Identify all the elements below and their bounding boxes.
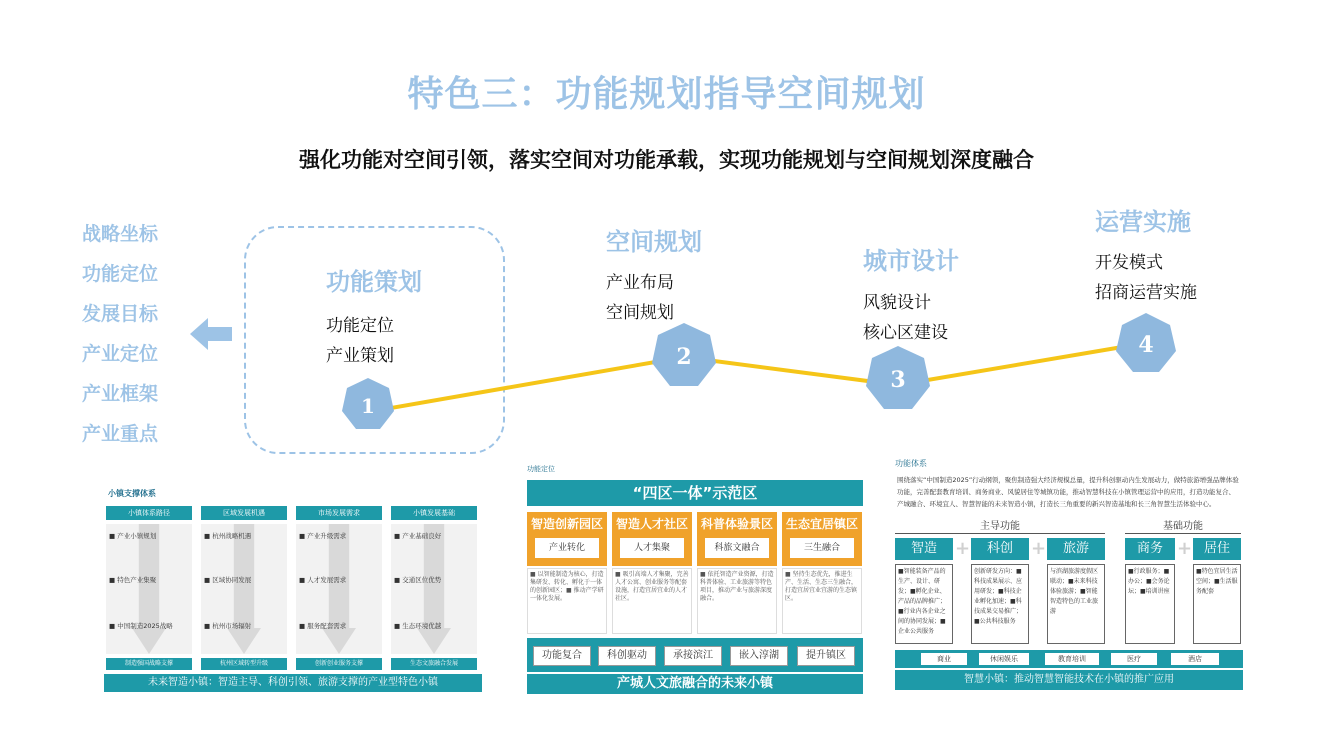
stage-1-item: 产业策划 — [326, 346, 394, 366]
panel-bottom-banner: 智慧小镇：推动智慧智能技术在小镇的推广应用 — [895, 670, 1243, 690]
column-item: ■ 杭州市场辐射 — [204, 622, 252, 630]
column-item: ■ 产业小镇规划 — [109, 532, 157, 540]
service-tag: 酒店 — [1171, 653, 1219, 665]
function-detail: 创新研发方向：■科技成果展示、应用研发；■科技企业孵化加速；■科技成果交易推广；■公共科技服务 — [971, 564, 1029, 644]
function-detail: ■行政服务；■办公；■会务论坛；■培训讲座 — [1125, 564, 1175, 644]
list-item: 功能定位 — [82, 263, 159, 285]
list-item: 产业重点 — [82, 423, 159, 445]
column-footer: 制造强国战略支撑 — [106, 658, 192, 670]
zone-description: ■ 吸引高端人才集聚，完善人才公寓、创业服务等配套设施，打造宜居宜业的人才社区。 — [612, 568, 692, 634]
stage-4-heading: 运营实施 — [1095, 208, 1191, 236]
support-column — [391, 524, 477, 654]
function-label: 智造 — [895, 538, 953, 560]
column-item: ■ 交通区位优势 — [394, 576, 442, 584]
support-column — [201, 524, 287, 654]
zone-card-tag: 产业转化 — [535, 538, 599, 558]
page-subtitle: 强化功能对空间引领，落实空间对功能承载，实现功能规划与空间规划深度融合 — [299, 148, 1034, 172]
down-arrow-shape — [417, 524, 451, 654]
column-footer: 杭州区域转型升级 — [201, 658, 287, 670]
zone-card-title: 科普体验景区 — [700, 517, 773, 531]
service-tag: 教育培训 — [1045, 653, 1099, 665]
panel-title: 功能定位 — [527, 465, 555, 473]
column-header: 区域发展机遇 — [201, 506, 287, 520]
strategy-tag: 提升镇区 — [797, 646, 855, 666]
column-footer: 创新创业服务支撑 — [296, 658, 382, 670]
zone-description: ■ 以智能制造为核心，打造集研发、转化、孵化于一体的创新园区；■ 推动产学研一体化发展。 — [527, 568, 607, 634]
column-item: ■ 生态环境优越 — [394, 622, 442, 630]
function-detail: ■特色宜居生活空间；■生活服务配套 — [1193, 564, 1241, 644]
zone-description: ■ 坚持生态优先，推进生产、生活、生态三生融合，打造宜居宜业宜游的生态镇区。 — [782, 568, 862, 634]
column-footer: 生态文旅融合发展 — [391, 658, 477, 670]
stage-1-item: 功能定位 — [326, 316, 394, 336]
step-number: 1 — [361, 394, 375, 418]
plus-icon: + — [1031, 538, 1047, 559]
demo-zone-banner: “四区一体”示范区 — [527, 480, 863, 506]
function-positioning-panel — [525, 462, 865, 694]
support-column — [296, 524, 382, 654]
column-item: ■ 中国制造2025战略 — [109, 622, 173, 630]
zone-description: ■ 依托智造产业资源，打造科普体验、工业旅游等特色项目，推动产业与旅游深度融合。 — [697, 568, 777, 634]
panel-title: 功能体系 — [895, 459, 927, 468]
column-item: ■ 人才发展需求 — [299, 576, 347, 584]
step-node-4 — [1116, 313, 1176, 372]
stage-3-item: 核心区建设 — [863, 323, 948, 343]
step-node-3 — [866, 346, 930, 409]
strategy-tag: 嵌入淳湖 — [730, 646, 788, 666]
stage-2-item: 空间规划 — [606, 303, 674, 323]
down-arrow-shape — [132, 524, 166, 654]
stage-3-heading: 城市设计 — [863, 247, 959, 275]
service-tag: 休闲娱乐 — [979, 653, 1029, 665]
column-header: 小镇体系路径 — [106, 506, 192, 520]
support-column — [106, 524, 192, 654]
stage-1-heading: 功能策划 — [326, 268, 422, 296]
stage-4-item: 开发模式 — [1095, 253, 1163, 273]
column-item: ■ 区域协同发展 — [204, 576, 252, 584]
stage-3-item: 风貌设计 — [863, 293, 931, 313]
zone-card-tag: 三生融合 — [790, 538, 854, 558]
strategy-row — [527, 638, 863, 672]
zone-card-title: 生态宜居镇区 — [785, 517, 858, 531]
stage-2-heading: 空间规划 — [606, 228, 702, 256]
column-item: ■ 产业升级需求 — [299, 532, 347, 540]
function-label: 旅游 — [1047, 538, 1105, 560]
function-system-panel — [893, 456, 1245, 692]
zone-card-title: 智造创新园区 — [530, 517, 603, 531]
panel-paragraph: 围绕落实“中国制造2025”行动纲领，聚焦制造强大经济规模总量，提升科创驱动内生发展动力，做特旅游增强品牌体验功能，完善配套教育培训、商务商业、风貌居住等城镇功能，推动智慧科技在小镇管理运营中的应用，打造功能复合、产城融合、环境宜人、智慧智能的未来智造小镇，打造长三角重要的新兴智造基地和长三角智慧生活体验中心。 — [897, 476, 1239, 508]
zone-card — [527, 512, 607, 566]
group-label-base: 基础功能 — [1125, 520, 1241, 534]
column-header: 市场发展需求 — [296, 506, 382, 520]
column-item: ■ 服务配套需求 — [299, 622, 347, 630]
column-item: ■ 特色产业集聚 — [109, 576, 157, 584]
panel-bottom-banner: 产城人文旅融合的未来小镇 — [527, 674, 863, 694]
zone-card-tag: 人才集聚 — [620, 538, 684, 558]
strategy-tag: 功能复合 — [533, 646, 591, 666]
strategy-tag: 科创驱动 — [598, 646, 656, 666]
list-item: 发展目标 — [82, 303, 159, 325]
zone-card — [782, 512, 862, 566]
column-item: ■ 杭州战略机遇 — [204, 532, 252, 540]
step-number: 2 — [676, 344, 692, 370]
service-tag: 商业 — [921, 653, 967, 665]
function-label: 居住 — [1193, 538, 1241, 560]
step-number: 4 — [1138, 332, 1154, 358]
down-arrow-shape — [227, 524, 261, 654]
strategy-tag: 承接滨江 — [664, 646, 722, 666]
panel-bottom-banner: 未来智造小镇：智造主导、科创引领、旅游支撑的产业型特色小镇 — [104, 674, 482, 692]
function-detail: ■智能装备产品的生产、设计、研发；■孵化企业、产品的品牌推广；■行业内各企业之间的协同发展；■企业公共服务 — [895, 564, 953, 644]
step-node-2 — [652, 323, 716, 386]
function-label: 商务 — [1125, 538, 1175, 560]
plus-icon: + — [1177, 538, 1193, 559]
progress-line — [368, 343, 1146, 412]
stage-4-item: 招商运营实施 — [1095, 283, 1197, 303]
function-detail: 与滨湖旅游度假区联动；■未来科技体验旅游；■智能智造特色的工业旅游 — [1047, 564, 1105, 644]
list-item: 产业定位 — [82, 343, 159, 365]
support-system-panel — [104, 484, 482, 694]
column-header: 小镇发展基础 — [391, 506, 477, 520]
page-title: 特色三：功能规划指导空间规划 — [407, 74, 926, 115]
zone-card-title: 智造人才社区 — [615, 517, 688, 531]
step-node-1 — [342, 378, 394, 429]
down-arrow-shape — [322, 524, 356, 654]
list-item: 产业框架 — [82, 383, 159, 405]
group-label-main: 主导功能 — [895, 520, 1105, 534]
zone-card — [697, 512, 777, 566]
panel-title: 小镇支撑体系 — [108, 489, 156, 498]
service-tag: 医疗 — [1111, 653, 1157, 665]
column-item: ■ 产业基础良好 — [394, 532, 442, 540]
service-bar — [895, 650, 1243, 668]
stage-2-item: 产业布局 — [606, 273, 674, 293]
list-item: 战略坐标 — [82, 223, 159, 245]
zone-card — [612, 512, 692, 566]
step-number: 3 — [890, 367, 906, 393]
zone-card-tag: 科旅文融合 — [705, 538, 769, 558]
function-label: 科创 — [971, 538, 1029, 560]
plus-icon: + — [955, 538, 971, 559]
